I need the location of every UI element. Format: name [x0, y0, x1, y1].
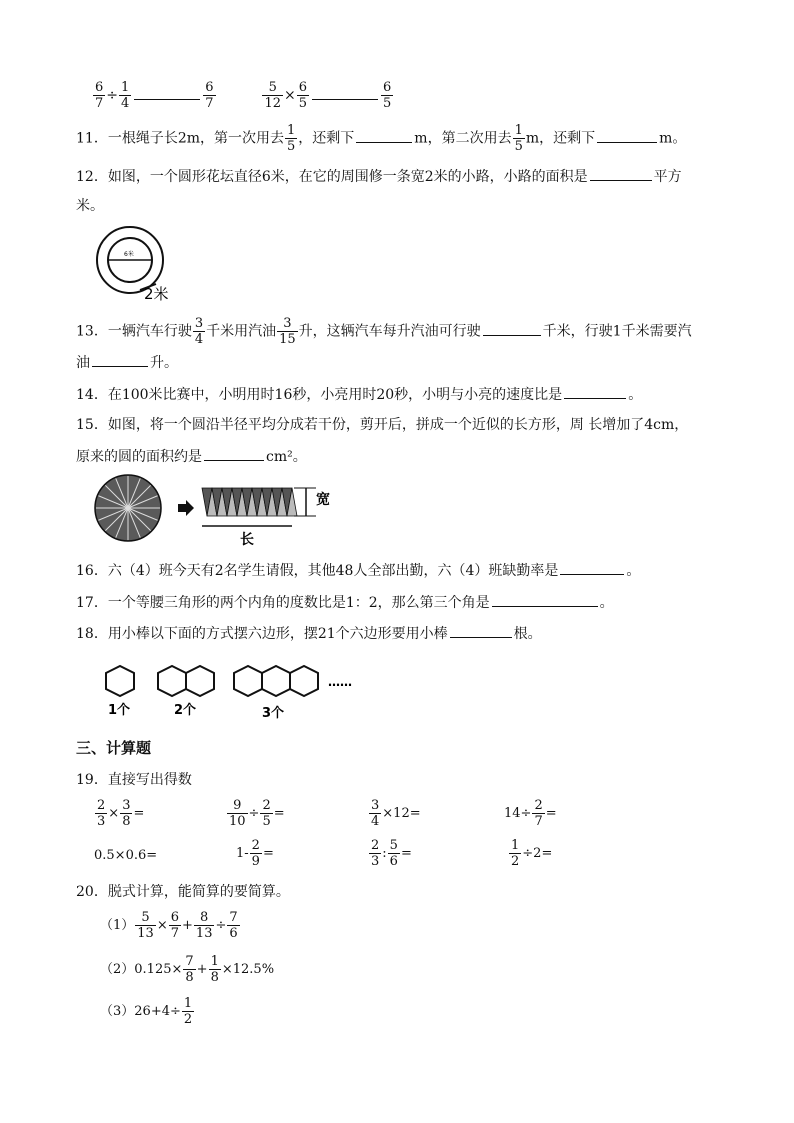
question-16: 16．六（4）班今天有2名学生请假，其他48人全部出勤，六（4）班缺勤率是 。: [76, 560, 640, 581]
question-11: 11．一根绳子长2m，第一次用去 $\frac{1}{5}$ ，还剩下 m，第二次用去 $\frac{1}{5}$ m，还剩下 m。: [76, 123, 687, 154]
fraction: $\frac{1}{5}$: [287, 123, 296, 154]
question-15: 15．如图，将一个圆沿半径平均分成若干份，剪开后，拼成一个近似的长方形，周 长增加了4cm，: [76, 417, 689, 433]
answer-blank[interactable]: [590, 166, 652, 181]
calc-4: 14÷ $\frac{2}{7}$ =: [504, 798, 557, 829]
circle-to-rectangle-figure: [94, 470, 344, 550]
question-12-cont: 米。: [76, 198, 104, 214]
ring-path-figure: [96, 222, 196, 308]
hexagon-pattern-figure: [96, 660, 366, 722]
calc-1: $\frac{2}{3}$ × $\frac{3}{8}$ =: [97, 798, 145, 829]
q10-compare-row: [92, 80, 394, 111]
question-12: 12．如图，一个圆形花坛直径6米，在它的周围修一条宽2米的小路，小路的面积是 平方: [76, 166, 682, 187]
label-3: 3个: [262, 706, 285, 721]
fraction: $\frac{5}{12}$: [264, 80, 282, 111]
answer-blank[interactable]: [312, 85, 378, 100]
expr-3: （3）26+4÷ $\frac{1}{2}$: [100, 996, 193, 1027]
operator: ÷: [106, 87, 119, 104]
answer-blank[interactable]: [92, 352, 148, 367]
calc-5: 0.5×0.6=: [94, 848, 158, 863]
question-19: 19．直接写出得数: [76, 772, 192, 788]
answer-blank[interactable]: [597, 128, 657, 143]
calc-8: $\frac{1}{2}$ ÷2=: [511, 838, 553, 869]
expr-1: （1） $\frac{5}{13}$ × $\frac{6}{7}$ + $\frac{8}{13}$ ÷ $\frac{7}{6}$: [100, 910, 238, 941]
question-13: 13．一辆汽车行驶 $\frac{3}{4}$ 千米用汽油 $\frac{3}{15}$ 升，这辆汽车每升汽油可行驶 千米，行驶1千米需要汽: [76, 316, 692, 347]
answer-blank[interactable]: [356, 128, 412, 143]
question-13-cont: 油 升。: [76, 352, 178, 373]
question-18: 18．用小棒以下面的方式摆六边形，摆21个六边形要用小棒 根。: [76, 623, 542, 644]
continuation-dots: ……: [328, 675, 352, 689]
section-title: 三、计算题: [76, 739, 152, 757]
operator: ×: [284, 87, 296, 104]
calc-2: $\frac{9}{10}$ ÷ $\frac{2}{5}$ =: [229, 798, 285, 829]
calc-6: 1- $\frac{2}{9}$ =: [236, 838, 274, 869]
answer-blank[interactable]: [560, 560, 624, 575]
question-17: 17．一个等腰三角形的两个内角的度数比是1：2，那么第三个角是 。: [76, 592, 614, 613]
calc-3: $\frac{3}{4}$ ×12=: [371, 798, 421, 829]
question-15-cont: 原来的圆的面积约是 cm²。: [76, 446, 307, 467]
calc-7: $\frac{2}{3}$ : $\frac{5}{6}$ =: [371, 838, 412, 869]
answer-blank[interactable]: [492, 592, 598, 607]
answer-blank[interactable]: [204, 446, 264, 461]
answer-blank[interactable]: [483, 321, 541, 336]
answer-blank[interactable]: [134, 85, 200, 100]
diameter-label: 6米: [124, 251, 134, 258]
answer-blank[interactable]: [564, 384, 626, 399]
expr-2: （2）0.125× $\frac{7}{8}$ + $\frac{1}{8}$ ×12.5%: [100, 954, 275, 985]
fraction: $\frac{6}{7}$: [95, 80, 104, 111]
question-20: 20．脱式计算，能简算的要简算。: [76, 884, 290, 900]
fraction: $\frac{1}{5}$: [514, 123, 523, 154]
question-14: 14．在100米比赛中，小明用时16秒，小亮用时20秒，小明与小亮的速度比是 。: [76, 384, 642, 405]
fraction: $\frac{3}{4}$: [194, 316, 204, 347]
fraction: $\frac{6}{5}$: [298, 80, 308, 111]
fraction: $\frac{6}{5}$: [383, 80, 392, 111]
fraction: $\frac{6}{7}$: [205, 80, 214, 111]
fraction: $\frac{3}{15}$: [279, 316, 296, 347]
width-label: 宽: [316, 492, 330, 508]
fraction: $\frac{1}{4}$: [121, 80, 130, 111]
label-1: 1个: [108, 703, 131, 718]
path-width-label: 2米: [144, 285, 169, 303]
answer-blank[interactable]: [450, 623, 512, 638]
length-label: 长: [240, 532, 254, 548]
label-2: 2个: [174, 703, 197, 718]
